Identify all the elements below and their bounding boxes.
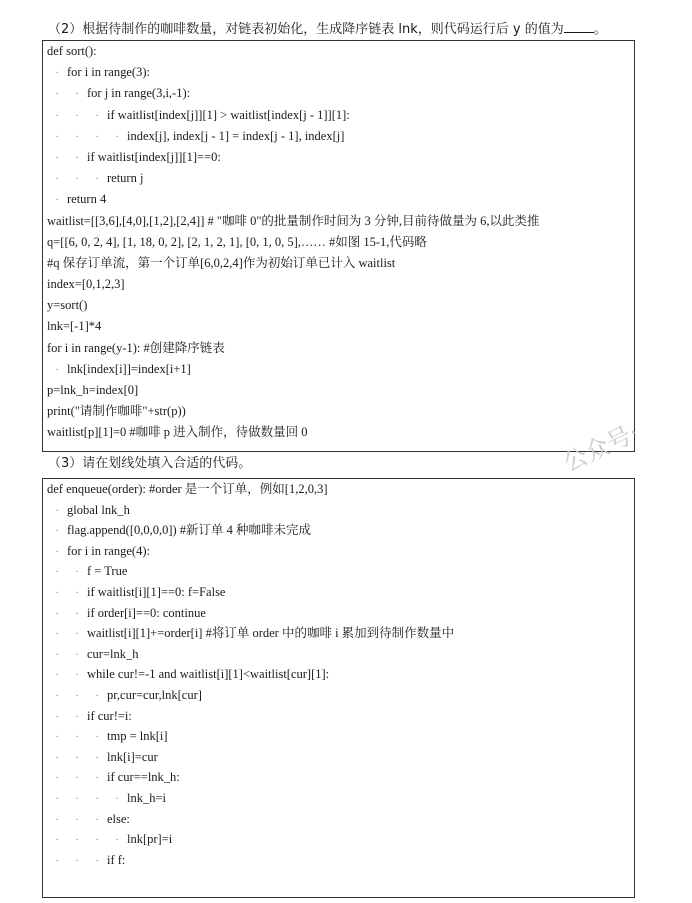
indent-dot: · [55,773,59,785]
indent-dot: · [55,855,59,867]
question-2-prompt [48,20,607,39]
indent-dot: · [75,567,79,579]
code-line [43,338,634,359]
question-3-prompt: （3）请在划线处填入合适的代码。 [48,456,252,471]
indent-dot: · [55,814,59,826]
indent-dot: · [75,855,79,867]
indent-dot: · [55,649,59,661]
indent-dot: · [75,670,79,682]
code-line [43,829,634,850]
indent-dot: · [55,174,59,186]
indent-dot: · [75,690,79,702]
code-text: if waitlist[i][1]==0: f=False [87,584,226,599]
code-text: tmp = lnk[i] [107,729,168,744]
indent-dot: · [95,814,99,826]
indent-dot: · [55,131,59,143]
code-text: cur=lnk_h [87,646,139,661]
indent-dot: · [55,567,59,579]
code-line [43,644,634,665]
indent-dot: · [95,174,99,186]
code-text: #q 保存订单流，第一个订单[6,0,2,4]作为初始订单已计入 waitlist [47,255,396,270]
indent-dot: · [75,711,79,723]
code-line [43,253,634,274]
code-text: for i in range(3): [67,65,150,80]
code-text: index[j], index[j - 1] = index[j - 1], index[j] [127,128,345,143]
code-text: return j [107,171,144,186]
question-2-text: （2）根据待制作的咖啡数量，对链表初始化，生成降序链表 lnk，则代码运行后 y 的值为 [48,22,564,37]
code-line [43,500,634,521]
code-text: if cur==lnk_h: [107,770,180,785]
indent-dot: · [75,587,79,599]
answer-blank[interactable] [564,20,594,33]
indent-dot: · [55,526,59,538]
code-text: lnk[i]=cur [107,749,158,764]
indent-dot: · [95,835,99,847]
code-text: global lnk_h [67,502,130,517]
code-line [43,850,634,871]
code-line [43,603,634,624]
indent-dot: · [75,174,79,186]
code-line [43,541,634,562]
indent-dot: · [55,711,59,723]
code-line [43,664,634,685]
indent-dot: · [75,131,79,143]
code-text: print("请制作咖啡"+str(p)) [47,404,186,419]
indent-dot: · [75,649,79,661]
code-line [43,685,634,706]
code-text: return 4 [67,192,107,207]
code-line [43,211,634,232]
code-text: else: [107,811,130,826]
indent-dot: · [55,793,59,805]
indent-dot: · [55,629,59,641]
code-line [43,561,634,582]
code-text: def enqueue(order): #order 是一个订单，例如[1,2,0,3] [47,482,328,496]
indent-dot: · [75,110,79,122]
indent-dot: · [115,835,119,847]
code-block-sort [42,40,635,452]
code-line [43,809,634,830]
code-text: waitlist[p][1]=0 #咖啡 p 进入制作，待做数量回 0 [47,425,308,440]
indent-dot: · [55,195,59,207]
code-line [43,401,634,422]
indent-dot: · [95,690,99,702]
indent-dot: · [55,732,59,744]
indent-dot: · [115,793,119,805]
code-line [43,189,634,210]
indent-dot: · [55,608,59,620]
code-line [43,380,634,401]
code-text: q=[[6, 0, 2, 4], [1, 18, 0, 2], [2, 1, 2, 1], [0, 1, 0, 5],…… #如图 15-1,代码略 [47,234,427,249]
code-line [43,767,634,788]
indent-dot: · [55,690,59,702]
indent-dot: · [75,752,79,764]
code-line [43,274,634,295]
indent-dot: · [95,773,99,785]
question-2-end: 。 [593,22,607,37]
indent-dot: · [75,89,79,101]
code-line [43,62,634,83]
indent-dot: · [55,364,59,376]
indent-dot: · [55,110,59,122]
code-text: for i in range(4): [67,543,150,558]
code-text: if waitlist[index[j]][1] > waitlist[index[j - 1]][1]: [107,107,350,122]
watermark-text: 公众号· [558,418,643,478]
code-text: def sort(): [47,44,97,58]
indent-dot: · [95,131,99,143]
indent-dot: · [55,89,59,101]
code-line [43,747,634,768]
code-text: if waitlist[index[j]][1]==0: [87,149,221,164]
indent-dot: · [75,814,79,826]
indent-dot: · [55,587,59,599]
code-text: f = True [87,564,128,579]
code-line [43,788,634,809]
indent-dot: · [55,752,59,764]
code-text: lnk[pr]=i [127,832,173,847]
code-text: pr,cur=cur,lnk[cur] [107,687,202,702]
code-line [43,316,634,337]
code-text: lnk_h=i [127,790,166,805]
indent-dot: · [55,152,59,164]
code-line [43,479,634,500]
indent-dot: · [95,110,99,122]
indent-dot: · [75,732,79,744]
code-text: y=sort() [47,298,88,313]
code-text: flag.append([0,0,0,0]) #新订单 4 种咖啡未完成 [67,523,312,538]
code-text: for i in range(y-1): #创建降序链表 [47,340,225,355]
indent-dot: · [95,752,99,764]
indent-dot: · [55,835,59,847]
code-block-enqueue [42,478,635,898]
code-line [43,422,634,443]
indent-dot: · [55,670,59,682]
code-line [43,126,634,147]
code-text: while cur!=-1 and waitlist[i][1]<waitlist[cur][1]: [87,667,330,682]
indent-dot: · [75,608,79,620]
code-text: waitlist[i][1]+=order[i] #将订单 order 中的咖啡 i 累加到待制作数量中 [87,626,455,641]
indent-dot: · [55,68,59,80]
indent-dot: · [95,793,99,805]
indent-dot: · [55,505,59,517]
indent-dot: · [95,855,99,867]
code-line [43,623,634,644]
code-text: index=[0,1,2,3] [47,277,125,292]
indent-dot: · [75,629,79,641]
code-line [43,359,634,380]
code-text: lnk=[-1]*4 [47,319,102,334]
indent-dot: · [75,793,79,805]
code-line [43,232,634,253]
indent-dot: · [75,835,79,847]
code-text: waitlist=[[3,6],[4,0],[1,2],[2,4]] # "咖啡 0"的批量制作时间为 3 分钟,目前待做量为 6,以此类推 [47,213,540,228]
indent-dot: · [55,546,59,558]
code-text: if f: [107,852,126,867]
code-line [43,83,634,104]
code-text: if order[i]==0: continue [87,605,206,620]
code-line [43,295,634,316]
indent-dot: · [95,732,99,744]
code-line [43,41,634,62]
code-text: for j in range(3,i,-1): [87,86,191,101]
code-line [43,582,634,603]
indent-dot: · [75,152,79,164]
indent-dot: · [115,131,119,143]
code-line [43,706,634,727]
code-line [43,105,634,126]
code-line [43,726,634,747]
code-line [43,147,634,168]
code-text: if cur!=i: [87,708,132,723]
code-line [43,520,634,541]
code-text: p=lnk_h=index[0] [47,383,139,397]
code-text: lnk[index[i]]=index[i+1] [67,361,191,376]
indent-dot: · [75,773,79,785]
code-line [43,168,634,189]
